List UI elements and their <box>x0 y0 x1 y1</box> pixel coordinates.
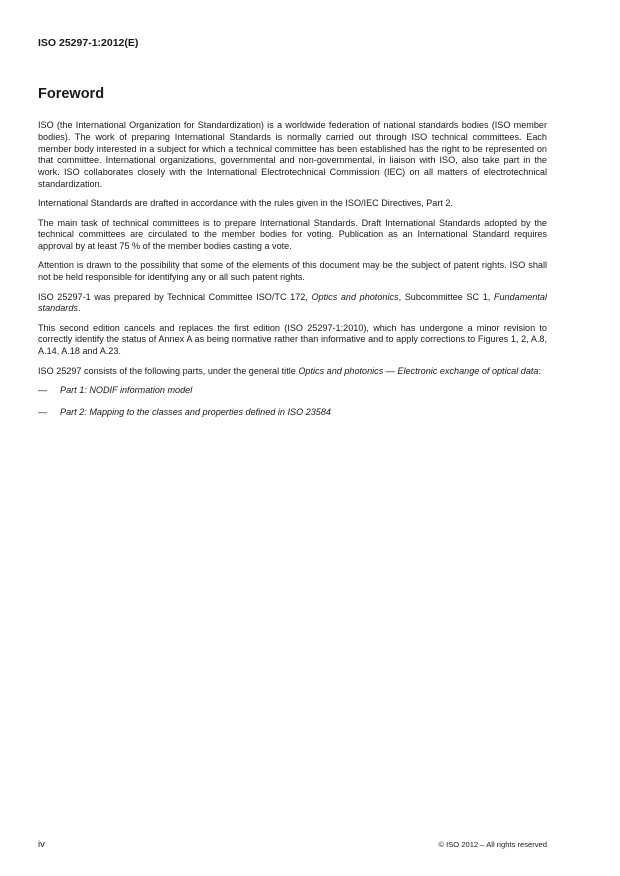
page-title: Foreword <box>38 86 105 102</box>
committee-title: Optics and photonics <box>311 291 399 302</box>
paragraph-main-task: The main task of technical committees is to prepare International Standards. Draft International Standards adopted by the technical committees are circulated to the member bodies for voting. Publication as an International Standard requires approval by at least 75 % of the member bodies casting a vote. <box>38 217 547 252</box>
list-dash: — <box>38 407 48 418</box>
document-id: ISO 25297-1:2012(E) <box>38 37 139 49</box>
prepared-by-text-a: ISO 25297-1 was prepared by Technical Committee ISO/TC 172, <box>38 291 312 302</box>
prepared-by-text-e: . <box>77 303 81 314</box>
subcommittee-title: Fundamental standards <box>38 291 547 314</box>
list-item <box>38 385 547 397</box>
parts-intro-text: ISO 25297 consists of the following parts, under the general title <box>38 365 299 376</box>
paragraph-edition: This second edition cancels and replaces the first edition (ISO 25297-1:2010), which has undergone a minor revision to correctly identify the status of Annex A as being normative rather than informative and to apply corrections to Figures 1, 2, A.8, A.14, A.18 and A.23. <box>38 322 547 357</box>
general-title: Optics and photonics — Electronic exchange of optical data <box>298 365 539 376</box>
page-number: iv <box>38 839 45 850</box>
copyright-notice: © ISO 2012 – All rights reserved <box>438 840 547 849</box>
list-item <box>38 407 547 419</box>
paragraph-directives: International Standards are drafted in accordance with the rules given in the ISO/IEC Directives, Part 2. <box>38 198 453 209</box>
paragraph-prepared-by <box>38 292 547 316</box>
paragraph-parts <box>38 366 547 378</box>
foreword-body <box>38 120 547 429</box>
paragraph-iso-intro: ISO (the International Organization for Standardization) is a worldwide federation of national standards bodies (ISO member bodies). The work of preparing International Standards is normally carried out through ISO technical committees. Each member body interested in a subject for which a technical committee has been established has the right to be represented on that committee. International organizations, governmental and non-governmental, in liaison with ISO, also take part in the work. ISO collaborates closely with the International Electrotechnical Commission (IEC) on all matters of electrotechnical standardization. <box>38 120 547 189</box>
prepared-by-text-c: , Subcommittee SC 1, <box>398 291 494 302</box>
part-2-title: Part 2: Mapping to the classes and properties defined in ISO 23584 <box>60 407 331 418</box>
part-1-title: Part 1: NODIF information model <box>60 384 193 395</box>
paragraph-patent: Attention is drawn to the possibility that some of the elements of this document may be the subject of patent rights. ISO shall not be held responsible for identifying any or all such patent rights. <box>38 260 547 283</box>
list-dash: — <box>38 384 48 395</box>
parts-colon: : <box>538 365 541 376</box>
